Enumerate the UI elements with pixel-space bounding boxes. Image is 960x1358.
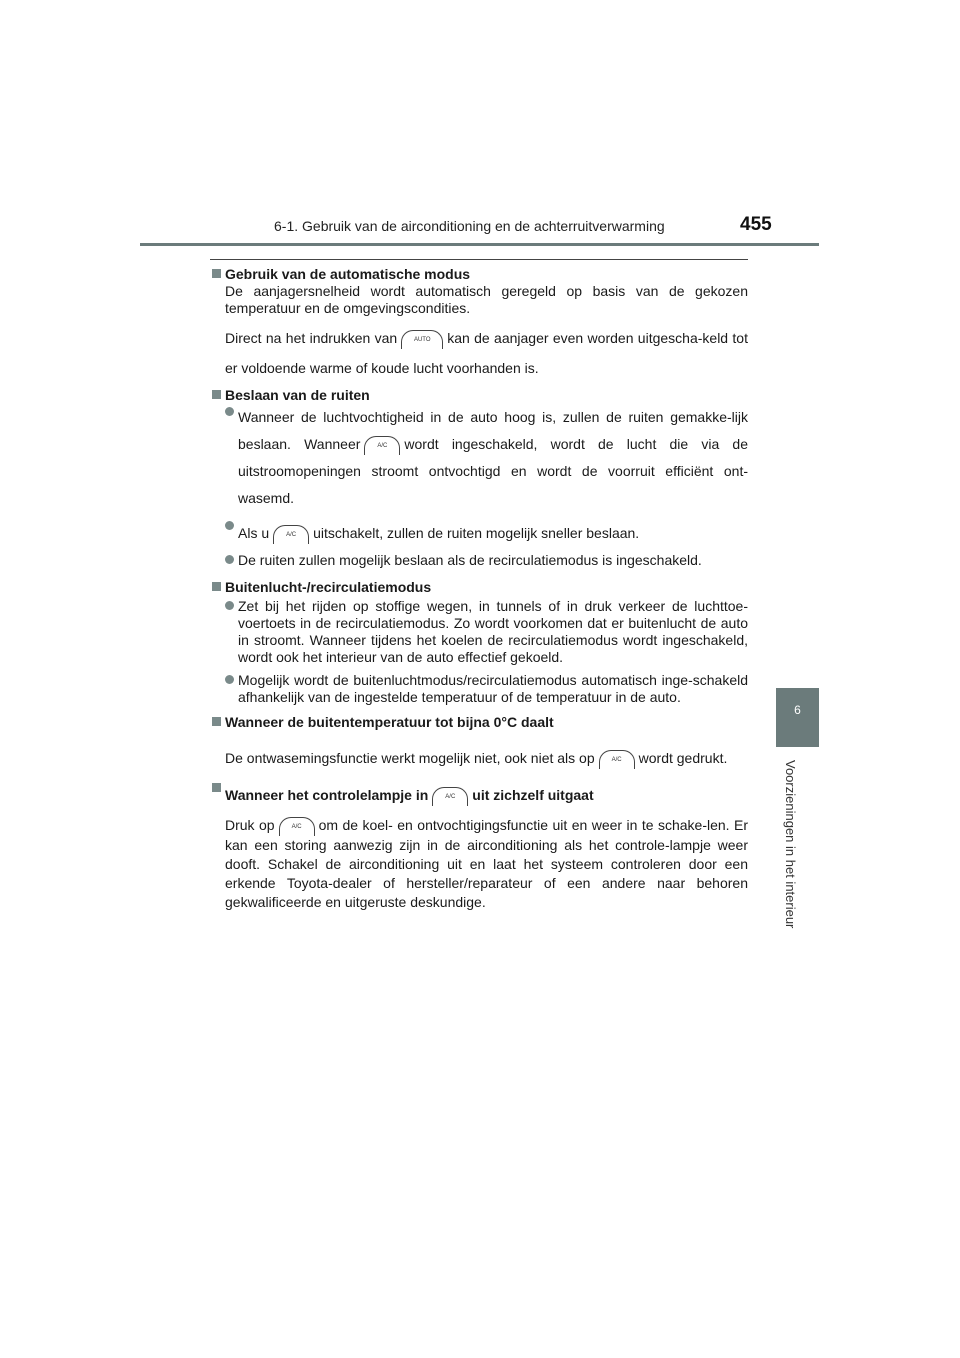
list-item: Zet bij het rijden op stoffige wegen, in tunnels of in druk verkeer de luchttoe-voertoets in de recirculatiemodus. Zo wordt voorkomen dat er buitenlucht de auto in stroomt. Wanneer tijdens het koelen de recirculatiemodus wordt ingeschakeld, wordt ook het interieur van de auto effectief gekoeld. xyxy=(211,598,748,666)
paragraph: Direct na het indrukken van AUTO kan de aanjager even worden uitgescha-keld tot er voldoende warme of koude lucht voorhanden is. xyxy=(225,330,748,376)
auto-button-icon: AUTO xyxy=(401,330,443,349)
paragraph: De aanjagersnelheid wordt automatisch geregeld op basis van de gekozen temperatuur en de omgevingscondities. xyxy=(225,283,748,316)
list-item: Wanneer de luchtvochtigheid in de auto hoog is, zullen de ruiten gemakke-lijk beslaan. Wanneer A/C wordt ingeschakeld, wordt de lucht die via de uitstroomopeningen stroomt ontvochtigd en wordt de voorruit efficiënt ont-wasemd. xyxy=(211,404,748,512)
header-title: 6-1. Gebruik van de airconditioning en de achterruitverwarming xyxy=(274,218,665,234)
ac-button-icon: A/C xyxy=(364,436,400,455)
section-heading-indicator: Wanneer het controlelampje in A/C uit zichzelf uitgaat xyxy=(211,780,748,810)
list-item: Als u A/C uitschakelt, zullen de ruiten mogelijk sneller beslaan. xyxy=(211,518,748,548)
chapter-tab: 6 xyxy=(776,688,819,747)
paragraph: Druk op A/C om de koel- en ontvochtigingsfunctie uit en weer in te schake-len. Er kan een storing aanwezig zijn in de airconditioning als het controle-lampje weer dooft. Schakel de airconditioning uit en laat het systeem controleren door een erkende Toyota-dealer of hersteller/reparateur of een andere naar behoren gekwalificeerde en uitgeruste deskundige. xyxy=(225,817,748,910)
content-rule xyxy=(210,259,748,260)
page-number: 455 xyxy=(740,214,772,235)
ac-button-icon: A/C xyxy=(599,750,635,769)
section-heading-auto-mode: Gebruik van de automatische modus xyxy=(211,266,748,283)
ac-button-icon: A/C xyxy=(273,525,309,544)
list-item: De ruiten zullen mogelijk beslaan als de recirculatiemodus is ingeschakeld. xyxy=(211,552,748,569)
header-rule xyxy=(140,243,819,246)
section-heading-recirculation: Buitenlucht-/recirculatiemodus xyxy=(211,579,748,596)
section-heading-fogging: Beslaan van de ruiten xyxy=(211,387,748,404)
chapter-label: Voorzieningen in het interieur xyxy=(783,760,798,929)
paragraph: De ontwasemingsfunctie werkt mogelijk niet, ook niet als op A/C wordt gedrukt. xyxy=(211,743,748,774)
list-item: Mogelijk wordt de buitenluchtmodus/recirculatiemodus automatisch inge-schakeld afhankelijk van de ingestelde temperatuur of de temperatuur in de auto. xyxy=(211,672,748,706)
ac-button-icon: A/C xyxy=(279,817,315,836)
ac-button-icon: A/C xyxy=(432,787,468,806)
section-heading-cold: Wanneer de buitentemperatuur tot bijna 0°C daalt xyxy=(211,714,748,731)
page-content xyxy=(211,266,748,912)
